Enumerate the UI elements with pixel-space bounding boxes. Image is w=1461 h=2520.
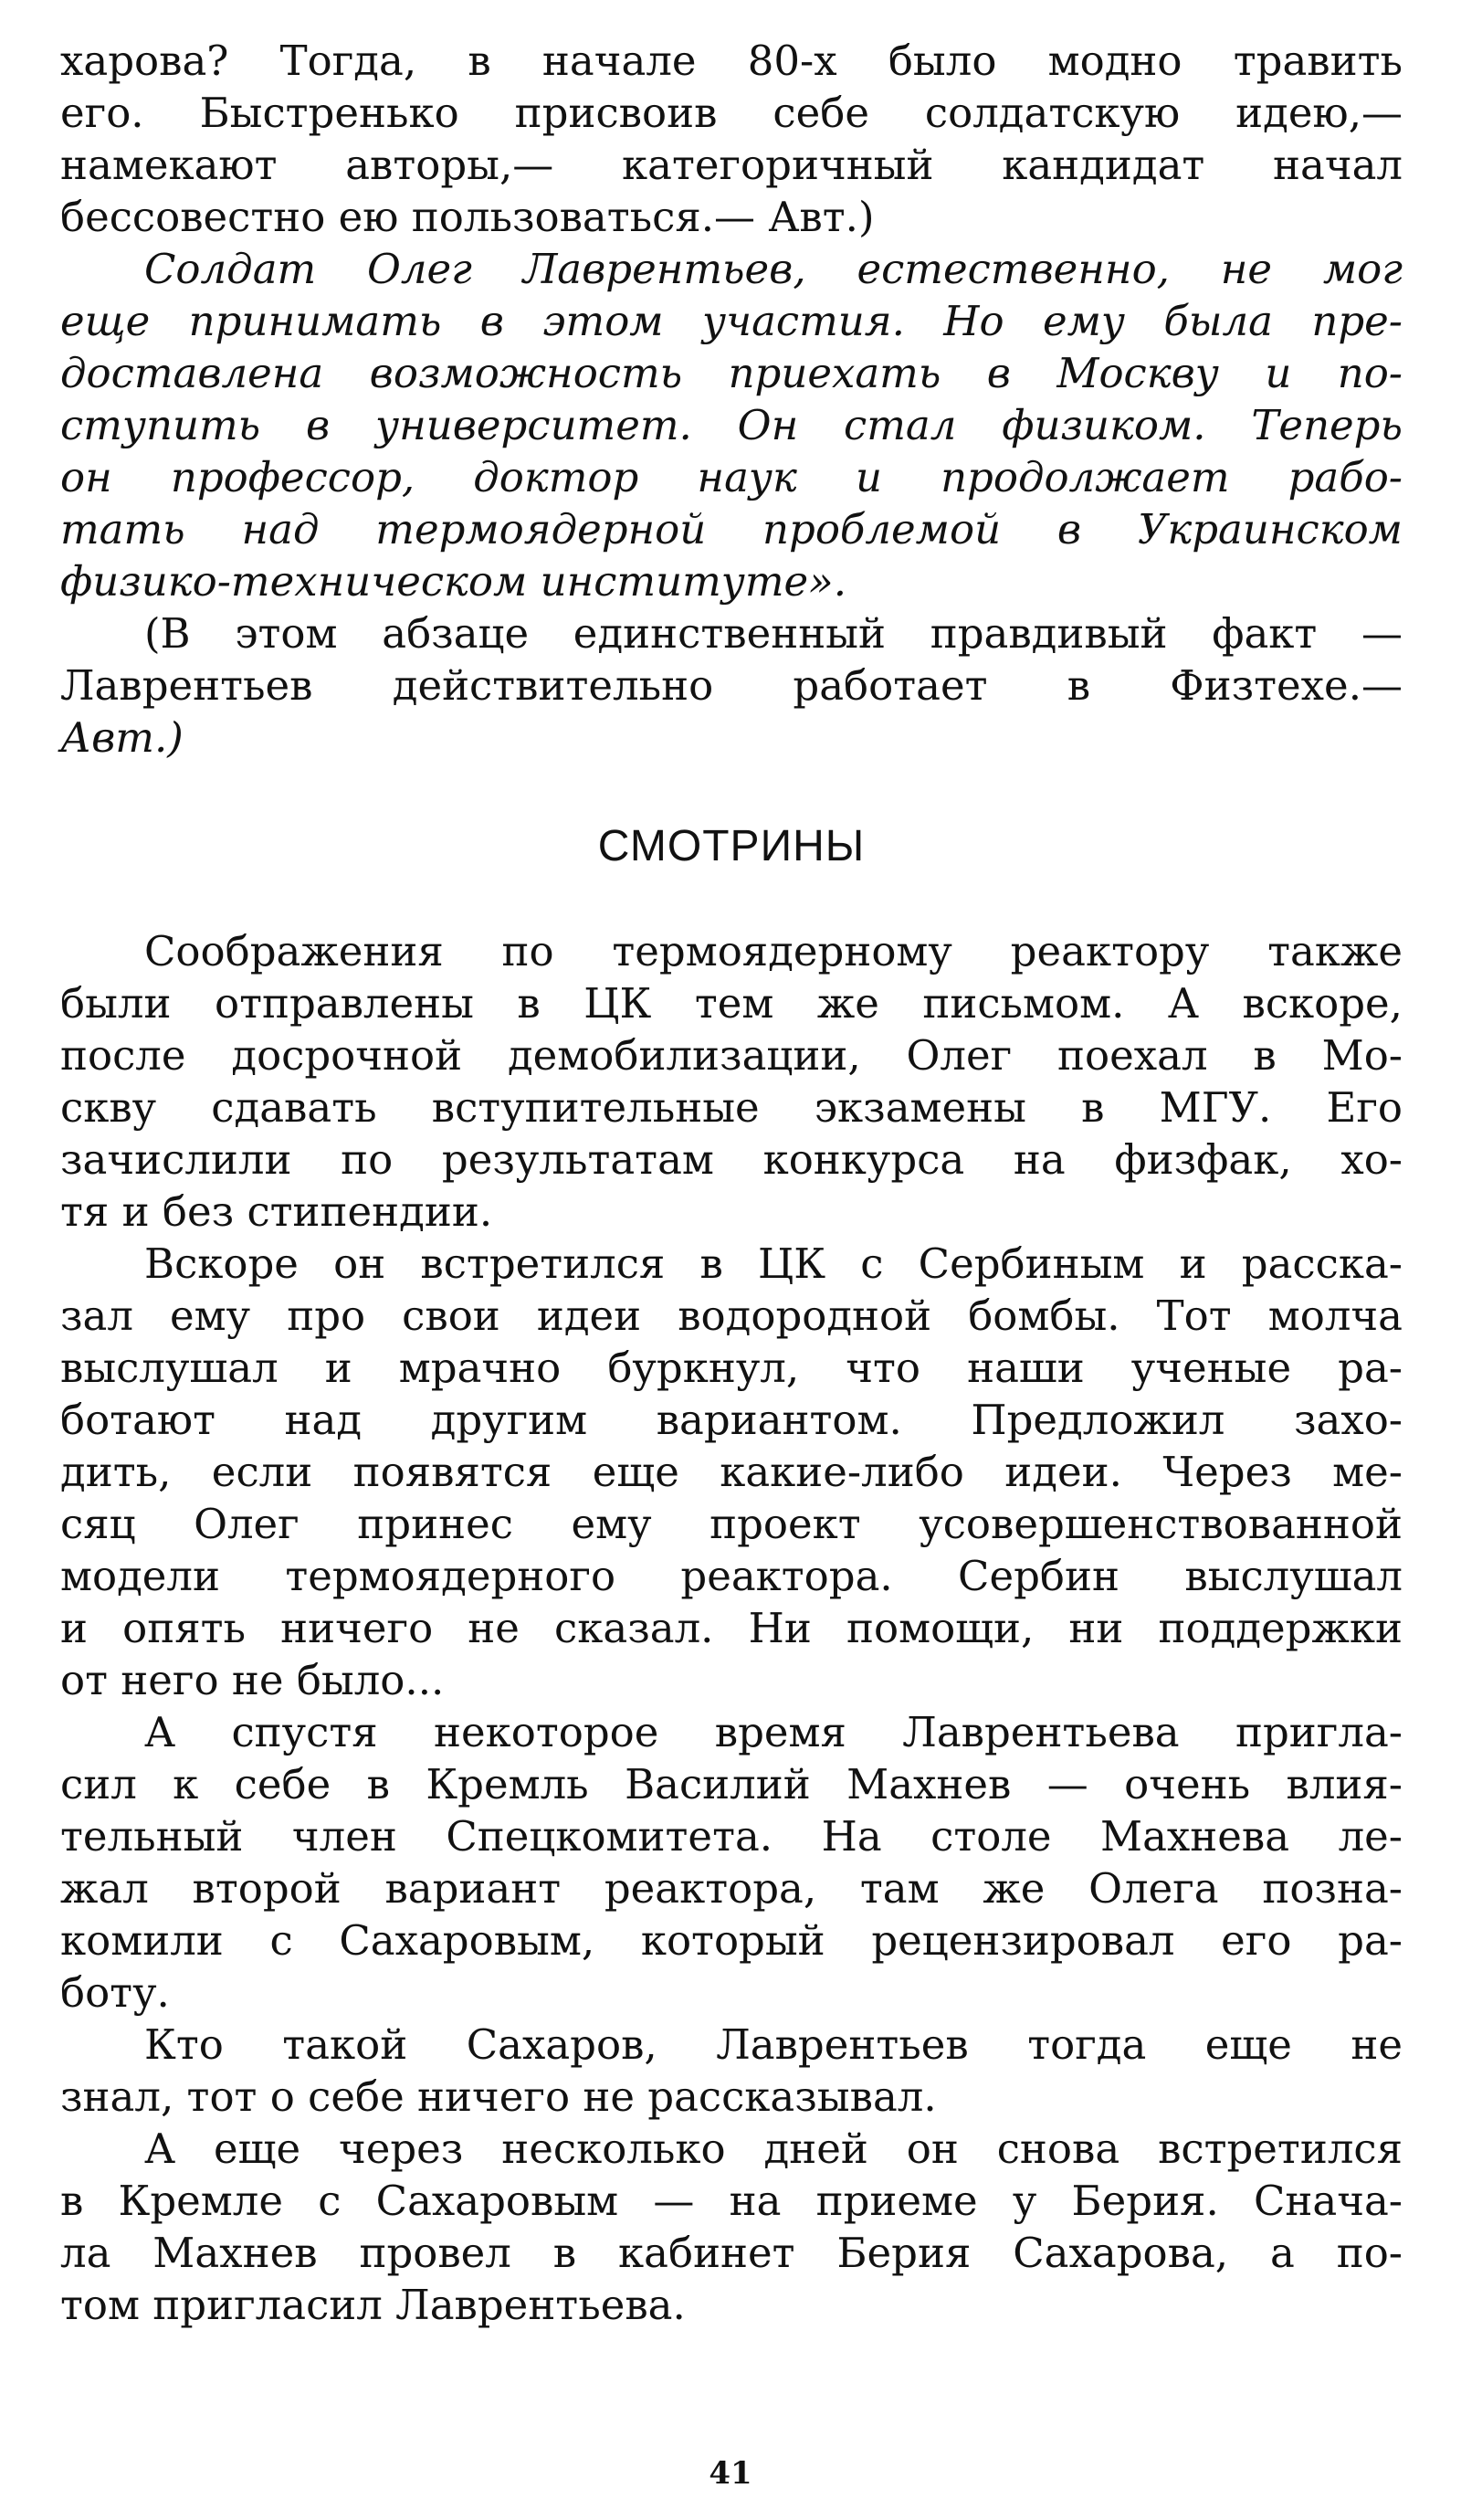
text-line: зал ему про свои идеи водородной бомбы. Тот молча <box>60 1292 1403 1340</box>
text-line: намекают авторы,— категоричный кандидат начал <box>60 141 1403 189</box>
text-line: после досрочной демобилизации, Олег поехал в Мо- <box>60 1031 1403 1080</box>
text-line: в Кремле с Сахаровым — на приеме у Берия. Снача- <box>60 2177 1403 2225</box>
text-line: боту. <box>60 1968 170 2017</box>
text-line: он профессор, доктор наук и продолжает рабо- <box>60 453 1403 501</box>
text-line: от него не было... <box>60 1656 445 1704</box>
text-line: ботают над другим вариантом. Предложил захо- <box>60 1396 1403 1444</box>
text-line: и опять ничего не сказал. Ни помощи, ни поддержки <box>60 1604 1403 1652</box>
text-line: сяц Олег принес ему проект усовершенствованной <box>60 1500 1403 1548</box>
text-line: сил к себе в Кремль Василий Махнев — очень влия- <box>60 1760 1403 1808</box>
text-line: дить, если появятся еще какие-либо идеи. Через ме- <box>60 1448 1403 1496</box>
text-line: Лаврентьев действительно работает в Физтехе.— <box>60 661 1403 710</box>
paragraph-4 <box>60 925 1403 1238</box>
text-line: были отправлены в ЦК тем же письмом. А вскоре, <box>60 979 1403 1028</box>
book-page <box>60 35 1403 2331</box>
text-line: ла Махнев провел в кабинет Берия Сахарова, а по- <box>60 2229 1403 2277</box>
text-line: зачислили по результатам конкурса на физфак, хо- <box>60 1135 1403 1184</box>
page-number: 41 <box>709 2455 752 2492</box>
paragraph-3 <box>60 607 1403 764</box>
text-line: (В этом абзаце единственный правдивый факт — <box>144 609 1403 658</box>
text-line: еще принимать в этом участия. Но ему была пре- <box>60 297 1403 345</box>
paragraph-7 <box>60 2019 1403 2123</box>
paragraph-5 <box>60 1238 1403 1706</box>
section-heading: СМОТРИНЫ <box>597 822 866 870</box>
text-line: Кто такой Сахаров, Лаврентьев тогда еще не <box>144 2020 1403 2069</box>
text-line: ступить в университет. Он стал физиком. Теперь <box>60 401 1403 449</box>
text-line: А спустя некоторое время Лаврентьева пригла- <box>144 1708 1403 1756</box>
text-line: скву сдавать вступительные экзамены в МГУ. Его <box>60 1083 1403 1132</box>
text-line: харова? Тогда, в начале 80-х было модно травить <box>60 37 1403 85</box>
paragraph-8 <box>60 2123 1403 2331</box>
paragraph-1 <box>60 35 1403 243</box>
text-line: комили с Сахаровым, который рецензировал его ра- <box>60 1916 1403 1965</box>
text-line: тя и без стипендии. <box>60 1187 493 1236</box>
paragraph-2-quote <box>60 243 1403 607</box>
text-line: Вскоре он встретился в ЦК с Сербиным и расска- <box>144 1239 1403 1288</box>
text-line: А еще через несколько дней он снова встретился <box>144 2125 1403 2173</box>
text-line: Авт.) <box>60 713 184 762</box>
text-line: Солдат Олег Лаврентьев, естественно, не мог <box>144 245 1403 293</box>
text-line: том пригласил Лаврентьева. <box>60 2281 686 2329</box>
paragraph-6 <box>60 1706 1403 2019</box>
text-line: модели термоядерного реактора. Сербин выслушал <box>60 1552 1403 1600</box>
text-line: жал второй вариант реактора, там же Олега позна- <box>60 1864 1403 1913</box>
text-line: его. Быстренько присвоив себе солдатскую идею,— <box>60 89 1403 137</box>
text-line: тать над термоядерной проблемой в Украинском <box>60 505 1403 554</box>
text-line: доставлена возможность приехать в Москву и по- <box>60 349 1403 397</box>
text-line: знал, тот о себе ничего не рассказывал. <box>60 2072 937 2121</box>
text-line: бессовестно ею пользоваться.— Авт.) <box>60 193 875 241</box>
text-line: физико-техническом институте». <box>60 557 846 606</box>
text-line: тельный член Спецкомитета. На столе Махнева ле- <box>60 1812 1403 1861</box>
text-line: Соображения по термоядерному реактору также <box>144 927 1403 975</box>
text-line: выслушал и мрачно буркнул, что наши ученые ра- <box>60 1344 1403 1392</box>
